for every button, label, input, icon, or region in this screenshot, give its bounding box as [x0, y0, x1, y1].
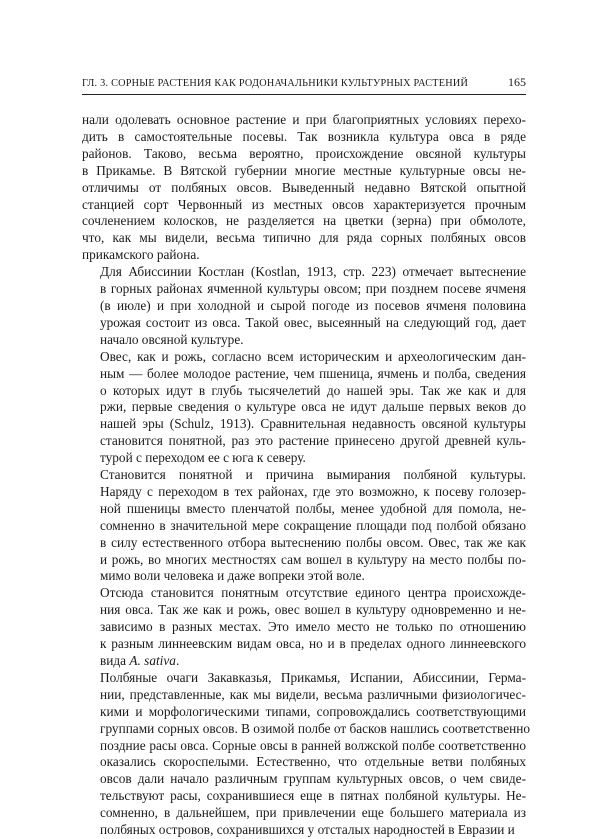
text-line: турой с переходом ее с юга к северу.	[100, 450, 306, 466]
text-line: сомненно, в дальнейшем, при привлечении еще большего материала из	[100, 805, 526, 821]
text-line: начало овсяной культуре.	[100, 331, 244, 347]
text-line: станцией сорт Червонный из местных овсов характеризуется прочным	[82, 196, 526, 212]
paragraph	[82, 264, 526, 349]
text-line: овсов дали начало различным группам культурных овсов, о чем свиде-	[100, 771, 526, 787]
text-line: о которых идут в глубь тысячелетий до нашей эры. Так же как и для	[100, 382, 526, 398]
text-line: Для Абиссинии Костлан (Kostlan, 1913, стр. 223) отмечает вытеснение	[100, 264, 526, 280]
text-line: прикамского района.	[82, 247, 200, 263]
text-line: кими и морфологическими типами, сопровождались соответствующими	[100, 703, 526, 719]
text-line: отличимы от полбяных овсов. Выведенный недавно Вятской опытной	[82, 179, 526, 195]
text-line: ния овса. Так же как и рожь, овес вошел в культуру одновременно и не-	[100, 602, 526, 618]
text-line: (в июле) и при холодной и сырой погоде из посевов ячменя половина	[100, 297, 526, 313]
text-line: нашей эры (Schulz, 1913). Сравнительная недавность овсяной культуры	[100, 416, 526, 432]
text-line: в горных районах ячменной культуры овсом; при позднем посеве ячменя	[100, 281, 526, 297]
text-line: сомненно в значительной мере сокращение площади под полбой обязано	[100, 517, 526, 533]
species-name: A. sativa	[129, 653, 176, 668]
body-text	[82, 112, 530, 839]
text-line: вида A. sativa.	[100, 653, 180, 668]
text-line: что, как мы видели, весьма типично для ряда сорных полбяных овсов	[82, 230, 526, 246]
text-line: Наряду с переходом в тех районах, где это возможно, к посеву голозер-	[100, 483, 526, 499]
text-line: Становится понятной и причина вымирания полбяной культуры.	[100, 467, 526, 483]
text-line: полбяных островов, сохранившихся у отсталых народностей в Евразии и	[100, 822, 515, 838]
text-line: ржи, первые сведения о культуре овса не идут дальше первых веков до	[100, 399, 526, 415]
paragraph	[82, 112, 526, 264]
text-line: мимо воли человека и даже вопреки этой воле.	[100, 568, 365, 584]
text-line: Овес, как и рожь, согласно всем историческим и археологическим дан-	[100, 348, 526, 364]
text-line: оказались скороспелыми. Естественно, что отдельные ветви полбяных	[100, 754, 526, 770]
text-line: зависимо в разных местах. Это имело место не только по отношению	[100, 619, 526, 635]
text-line: нии, представленные, как мы видели, весьма различными физиологичес-	[100, 686, 526, 702]
text-line: нали одолевать основное растение и при благоприятных условиях перехо-	[82, 112, 526, 127]
paragraph	[82, 467, 526, 585]
text-line: сочленением колосков, не разделяется на цветки (зерна) при обмолоте,	[82, 213, 526, 229]
page-number: 165	[508, 75, 526, 89]
paragraph	[82, 585, 526, 670]
text-line: урожая состоит из овса. Такой овес, высеянный на следующий год, дает	[100, 314, 526, 330]
text-line: и рожь, во многих местностях сам вошел в культуру на место полбы по-	[100, 551, 526, 567]
text-line: районов. Таково, весьма вероятно, происхождение овсяной культуры	[82, 145, 526, 161]
text-line: Отсюда становится понятным отсутствие единого центра происхожде-	[100, 585, 526, 601]
text-line: в силу естественного отбора вытеснению полбы овсом. Овес, так же как	[100, 534, 526, 550]
species-tail: .	[175, 653, 180, 668]
header-rule	[82, 94, 526, 95]
paragraph	[82, 669, 530, 839]
text-line: ным — более молодое растение, чем пшеница, ячмень и полба, сведения	[100, 365, 526, 381]
text-line: поздние расы овса. Сорные овсы в ранней волжской полбе соответственно	[100, 737, 526, 753]
paragraph	[82, 349, 526, 467]
text-line: к разным линнеевским видам овса, но и в пределах одного линнеевского	[100, 636, 526, 652]
running-title: ГЛ. 3. СОРНЫЕ РАСТЕНИЯ КАК РОДОНАЧАЛЬНИКИ КУЛЬТУРНЫХ РАСТЕНИЙ	[82, 78, 469, 89]
text-line: дить в самостоятельные посевы. Так возникла культура овса в ряде	[82, 128, 526, 144]
running-header	[82, 75, 526, 90]
text-line: ной пшеницы вместо пленчатой полбы, менее удобной для помола, не-	[100, 500, 526, 516]
text-line: в Прикамье. В Вятской губернии многие местные культурные овсы не-	[82, 162, 526, 178]
text-line: Полбяные очаги Закавказья, Прикамья, Испании, Абиссинии, Герма-	[100, 669, 526, 685]
text-line: тельствуют расы, сохранившиеся еще в пятнах полбяной культуры. Не-	[100, 788, 526, 804]
text-line: становится понятной, раз это растение принесено другой древней куль-	[100, 433, 526, 449]
text-line: группами сорных овсов. В озимой полбе от басков нашлись соответственно	[100, 720, 530, 736]
